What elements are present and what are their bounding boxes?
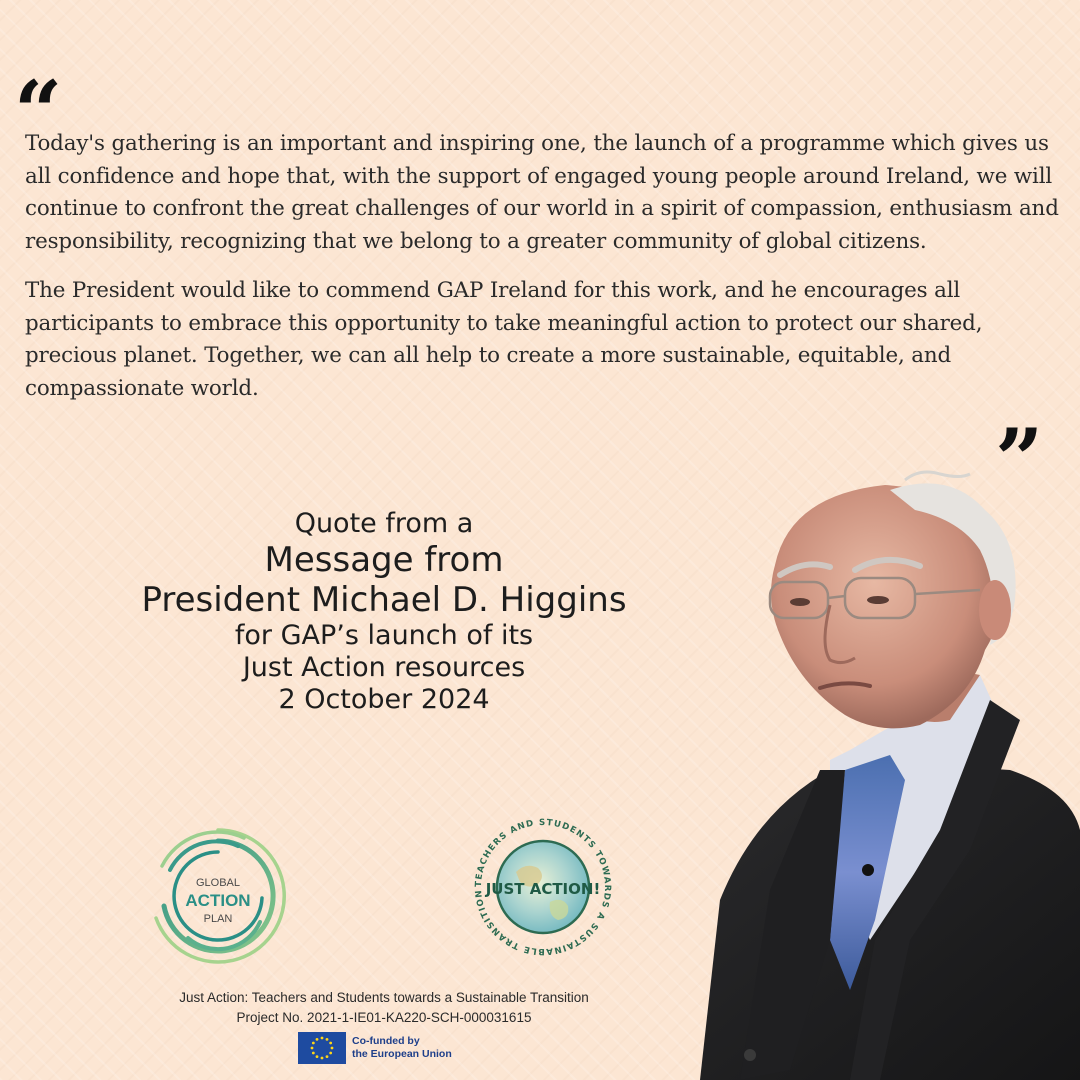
just-action-logo	[468, 812, 618, 962]
project-title: Just Action: Teachers and Students towards a Sustainable Transition	[179, 990, 589, 1005]
caption-line-2: Message from	[264, 539, 504, 580]
eu-badge-line-1: Co-funded by	[352, 1035, 420, 1047]
gap-logo-line-1: GLOBAL	[195, 877, 241, 889]
eu-star-icon	[316, 1055, 319, 1058]
gap-logo-line-2: ACTION	[185, 891, 251, 910]
eu-star-icon	[331, 1047, 334, 1050]
eu-badge-line-2: the European Union	[352, 1048, 452, 1060]
eu-star-icon	[326, 1055, 329, 1058]
caption-line-3: President Michael D. Higgins	[141, 579, 627, 620]
president-portrait	[680, 470, 1080, 1080]
quote-paragraph-2: The President would like to commend GAP Ireland for this work, and he encourages all participants to embrace this opportunity to take meaningful action to protect our shared, precious planet. Together, we can all help to create a more sustainable, equitable, and compassionate world.	[25, 278, 983, 401]
project-footer	[80, 988, 688, 1028]
project-number: Project No. 2021-1-IE01-KA220-SCH-000031615	[236, 1010, 532, 1025]
eu-star-icon	[316, 1038, 319, 1041]
eu-cofunded-badge	[298, 1032, 452, 1064]
eu-star-icon	[321, 1057, 324, 1060]
eu-star-icon	[311, 1047, 314, 1050]
quote-paragraph-1: Today's gathering is an important and inspiring one, the launch of a programme which gives us all confidence and hope that, with the support of engaged young people around Ireland, we will continue to confront the great challenges of our world in a spirit of compassion, enthusiasm and responsibility, recognizing that we belong to a greater community of global citizens.	[25, 131, 1059, 254]
just-action-ring-text: TEACHERS AND STUDENTS TOWARDS A SUSTAINABLE TRANSITION	[473, 817, 613, 957]
global-action-plan-logo	[148, 826, 288, 966]
caption-line-4: for GAP’s launch of its	[234, 620, 534, 652]
caption-line-6: 2 October 2024	[278, 683, 490, 715]
quote-text	[25, 128, 1065, 422]
eu-flag-icon	[298, 1032, 346, 1064]
caption-line-5: Just Action resources	[242, 651, 526, 683]
close-quote-mark: ”	[995, 410, 1044, 509]
attribution-caption	[80, 508, 688, 716]
eu-star-icon	[321, 1037, 324, 1040]
caption-line-1: Quote from a	[294, 508, 474, 539]
eu-star-icon	[312, 1042, 315, 1045]
just-action-logo-title: JUST ACTION!	[485, 880, 601, 898]
eu-star-icon	[329, 1052, 332, 1055]
eu-star-icon	[326, 1038, 329, 1041]
eu-star-icon	[329, 1042, 332, 1045]
gap-logo-line-3: PLAN	[203, 913, 233, 925]
open-quote-mark: “	[14, 62, 63, 161]
eu-star-icon	[312, 1052, 315, 1055]
